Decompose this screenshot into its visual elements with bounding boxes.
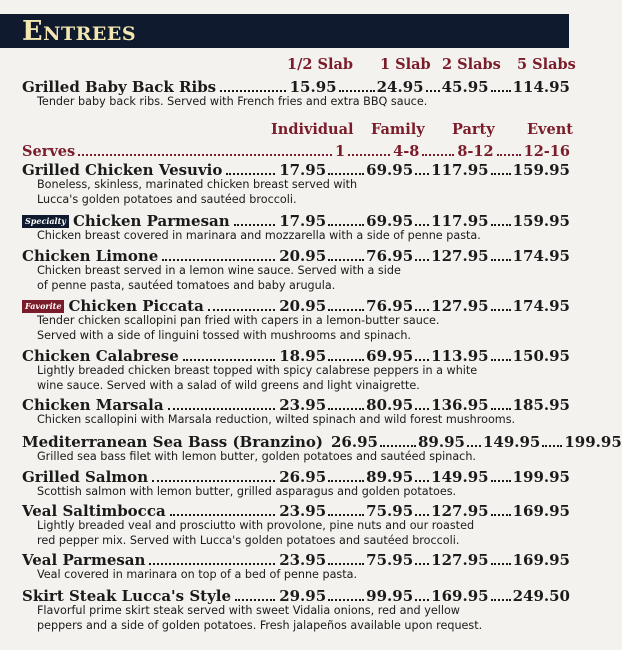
price-col2: 76.95	[366, 247, 414, 265]
leader-dots	[328, 224, 364, 226]
menu-item-name: Grilled Salmon	[22, 468, 149, 486]
price-col2: 69.95	[366, 212, 414, 230]
menu-item-row	[22, 246, 570, 266]
leader-dots	[415, 309, 429, 311]
serves-row	[22, 143, 570, 161]
description-line: Boneless, skinless, marinated chicken breast served with	[37, 178, 358, 191]
leader-dots	[467, 445, 481, 447]
menu-item-description	[37, 485, 557, 500]
leader-dots	[415, 480, 429, 482]
serves-family: 4-8	[393, 143, 420, 160]
description-line: Scottish salmon with lemon butter, grilled asparagus and golden potatoes.	[37, 485, 457, 498]
price-col3: 113.95	[431, 347, 489, 365]
serves-label: Serves	[22, 143, 76, 160]
col-party: Party	[452, 121, 495, 138]
ribs-col-half-slab: 1/2 Slab	[287, 56, 354, 73]
menu-item-row	[22, 501, 570, 521]
menu-item-description	[37, 413, 557, 428]
price-col2: 69.95	[366, 347, 414, 365]
description-line: Chicken breast served in a lemon wine sauce. Served with a side	[37, 264, 401, 277]
price-col3: 127.95	[431, 551, 489, 569]
description-line: Veal covered in marinara on top of a bed of penne pasta.	[37, 568, 358, 581]
menu-item-name: Veal Saltimbocca	[22, 502, 166, 520]
menu-item-row	[22, 346, 570, 366]
leader-dots	[328, 259, 364, 261]
leader-dots	[415, 224, 429, 226]
menu-item-row	[22, 77, 570, 97]
price-col1: 23.95	[279, 396, 327, 414]
leader-dots	[491, 480, 511, 482]
price-col4: 159.95	[512, 161, 570, 179]
description-line: Lightly breaded chicken breast topped with spicy calabrese peppers in a white	[37, 364, 478, 377]
price-col4: 169.95	[512, 551, 570, 569]
menu-item-name-wrap	[22, 550, 145, 570]
leader-dots	[78, 154, 332, 156]
leader-dots	[491, 599, 511, 601]
leader-dots	[426, 90, 440, 92]
price-col1: 23.95	[279, 502, 327, 520]
col-family: Family	[371, 121, 425, 138]
price-col1: 23.95	[279, 551, 327, 569]
leader-dots	[339, 90, 375, 92]
leader-dots	[328, 563, 364, 565]
leader-dots	[348, 154, 390, 156]
leader-dots	[415, 563, 429, 565]
description-line: Lucca's golden potatoes and sautéed broccoli.	[37, 192, 297, 206]
price-col4: 159.95	[512, 212, 570, 230]
menu-item-name: Chicken Parmesan	[72, 212, 230, 230]
description-line: Chicken breast covered in marinara and mozzarella with a side of penne pasta.	[37, 229, 481, 242]
description-line: Flavorful prime skirt steak served with sweet Vidalia onions, red and yellow	[37, 604, 460, 617]
price-col3: 136.95	[431, 396, 489, 414]
price-col1: 20.95	[279, 297, 327, 315]
menu-item-name: Grilled Baby Back Ribs	[22, 78, 217, 96]
price-col4: 249.50	[512, 587, 570, 605]
leader-dots	[491, 90, 511, 92]
serves-event: 12-16	[523, 143, 570, 160]
price-col4: 174.95	[512, 247, 570, 265]
menu-item-name: Skirt Steak Lucca's Style	[22, 587, 232, 605]
serves-party: 8-12	[457, 143, 494, 160]
menu-item-description	[37, 364, 557, 393]
leader-dots	[235, 599, 275, 601]
menu-item-name: Grilled Chicken Vesuvio	[22, 161, 223, 179]
leader-dots	[226, 173, 275, 175]
leader-dots	[491, 224, 511, 226]
menu-item-description	[37, 264, 557, 293]
col-event: Event	[527, 121, 573, 138]
menu-item-name: Chicken Calabrese	[22, 347, 179, 365]
menu-item-name-wrap	[22, 211, 230, 231]
menu-item-name: Veal Parmesan	[22, 551, 146, 569]
leader-dots	[491, 563, 511, 565]
leader-dots	[208, 309, 275, 311]
menu-item-row	[22, 395, 570, 415]
leader-dots	[491, 259, 511, 261]
serves-individual: 1	[335, 143, 346, 160]
price-col4: 185.95	[512, 396, 570, 414]
menu-item-row	[22, 432, 622, 452]
description-line: of penne pasta, sautéed tomatoes and baby arugula.	[37, 278, 336, 292]
menu-item-description	[37, 314, 557, 343]
col-individual: Individual	[271, 121, 354, 138]
menu-item-name-wrap	[22, 160, 222, 180]
favorite-badge: Favorite	[22, 300, 64, 313]
menu-item-name: Chicken Piccata	[68, 297, 204, 315]
price-col2: 80.95	[366, 396, 414, 414]
price-col4: 174.95	[512, 297, 570, 315]
description-line: Grilled sea bass filet with lemon butter, golden potatoes and sautéed spinach.	[37, 450, 476, 463]
menu-item-description	[37, 178, 557, 207]
leader-dots	[491, 309, 511, 311]
description-line: wine sauce. Served with a salad of wild greens and light vinaigrette.	[37, 378, 420, 392]
leader-dots	[491, 359, 511, 361]
leader-dots	[234, 224, 276, 226]
menu-item-row	[22, 296, 570, 316]
leader-dots	[491, 408, 511, 410]
menu-item-name-wrap	[22, 346, 179, 366]
menu-item-description	[37, 568, 557, 583]
ribs-col-one-slab: 1 Slab	[380, 56, 431, 73]
leader-dots	[328, 514, 364, 516]
price-col2: 75.95	[366, 502, 414, 520]
price-col4: 150.95	[512, 347, 570, 365]
specialty-badge: Specialty	[22, 215, 69, 228]
price-col2: 99.95	[366, 587, 414, 605]
price-col4: 199.95	[564, 433, 622, 451]
leader-dots	[328, 599, 364, 601]
section-title: Entrees	[22, 16, 137, 47]
menu-item-name-wrap	[22, 432, 323, 452]
leader-dots	[491, 514, 511, 516]
menu-item-name: Chicken Limone	[22, 247, 159, 265]
menu-item-name-wrap	[22, 586, 231, 606]
leader-dots	[491, 173, 511, 175]
description-line: Lightly breaded veal and prosciutto with provolone, pine nuts and our roasted	[37, 519, 475, 532]
ribs-col-five-slabs: 5 Slabs	[517, 56, 576, 73]
description-line: Chicken scallopini with Marsala reduction, wilted spinach and wild forest mushrooms.	[37, 413, 516, 426]
price-col3: 149.95	[482, 433, 541, 451]
price-col1: 17.95	[279, 161, 327, 179]
menu-item-description	[37, 450, 557, 465]
leader-dots	[328, 408, 364, 410]
menu-item-name-wrap	[22, 246, 158, 266]
leader-dots	[415, 173, 429, 175]
menu-item-name: Chicken Marsala	[22, 396, 164, 414]
price-col3: 127.95	[431, 247, 489, 265]
leader-dots	[152, 480, 275, 482]
price-col2: 89.95	[366, 468, 414, 486]
leader-dots	[328, 480, 364, 482]
ribs-col-two-slabs: 2 Slabs	[442, 56, 501, 73]
menu-item-name-wrap	[22, 77, 216, 97]
price-col4: 169.95	[512, 502, 570, 520]
price-col4: 114.95	[512, 78, 570, 96]
description-line: red pepper mix. Served with Lucca's golden potatoes and sautéed broccoli.	[37, 533, 460, 547]
menu-item-description	[37, 519, 557, 548]
leader-dots	[220, 90, 285, 92]
price-col3: 127.95	[431, 502, 489, 520]
price-col2: 75.95	[366, 551, 414, 569]
section-header	[0, 14, 569, 48]
menu-item-row	[22, 160, 570, 180]
leader-dots	[415, 259, 429, 261]
leader-dots	[328, 173, 364, 175]
menu-item-name-wrap	[22, 501, 166, 521]
price-col3: 45.95	[441, 78, 489, 96]
price-col2: 76.95	[366, 297, 414, 315]
price-col1: 26.95	[330, 433, 378, 451]
price-col2: 89.95	[417, 433, 465, 451]
leader-dots	[183, 359, 275, 361]
price-col1: 18.95	[279, 347, 327, 365]
price-col2: 24.95	[376, 78, 424, 96]
leader-dots	[542, 445, 562, 447]
price-col2: 69.95	[366, 161, 414, 179]
price-col1: 29.95	[279, 587, 327, 605]
leader-dots	[328, 309, 364, 311]
leader-dots	[422, 154, 454, 156]
description-line: Served with a side of linguini tossed with mushrooms and spinach.	[37, 328, 411, 342]
menu-item-row	[22, 467, 570, 487]
leader-dots	[149, 563, 275, 565]
price-col3: 127.95	[431, 297, 489, 315]
leader-dots	[415, 599, 429, 601]
description-line: Tender chicken scallopini pan fried with capers in a lemon-butter sauce.	[37, 314, 440, 327]
menu-item-name: Mediterranean Sea Bass (Branzino)	[22, 433, 323, 451]
leader-dots	[170, 514, 276, 516]
leader-dots	[415, 359, 429, 361]
price-col4: 199.95	[512, 468, 570, 486]
menu-item-name-wrap	[22, 395, 164, 415]
menu-item-row	[22, 550, 570, 570]
menu-item-description	[37, 229, 557, 244]
menu-item-row	[22, 211, 570, 231]
leader-dots	[415, 408, 429, 410]
price-col3: 117.95	[431, 212, 489, 230]
leader-dots	[328, 359, 364, 361]
price-col3: 149.95	[431, 468, 489, 486]
leader-dots	[497, 154, 521, 156]
leader-dots	[415, 514, 429, 516]
leader-dots	[162, 259, 275, 261]
menu-item-name-wrap	[22, 296, 204, 316]
price-col3: 169.95	[431, 587, 489, 605]
leader-dots	[168, 408, 276, 410]
description-line: peppers and a side of golden potatoes. Fresh jalapeños available upon request.	[37, 618, 483, 632]
price-col1: 15.95	[289, 78, 337, 96]
leader-dots	[380, 445, 416, 447]
menu-item-name-wrap	[22, 467, 148, 487]
price-col1: 17.95	[279, 212, 327, 230]
price-col1: 20.95	[279, 247, 327, 265]
price-col1: 26.95	[279, 468, 327, 486]
menu-item-description	[37, 604, 557, 633]
price-col3: 117.95	[431, 161, 489, 179]
menu-item-description: Tender baby back ribs. Served with French fries and extra BBQ sauce.	[37, 95, 428, 108]
menu-item-row	[22, 586, 570, 606]
